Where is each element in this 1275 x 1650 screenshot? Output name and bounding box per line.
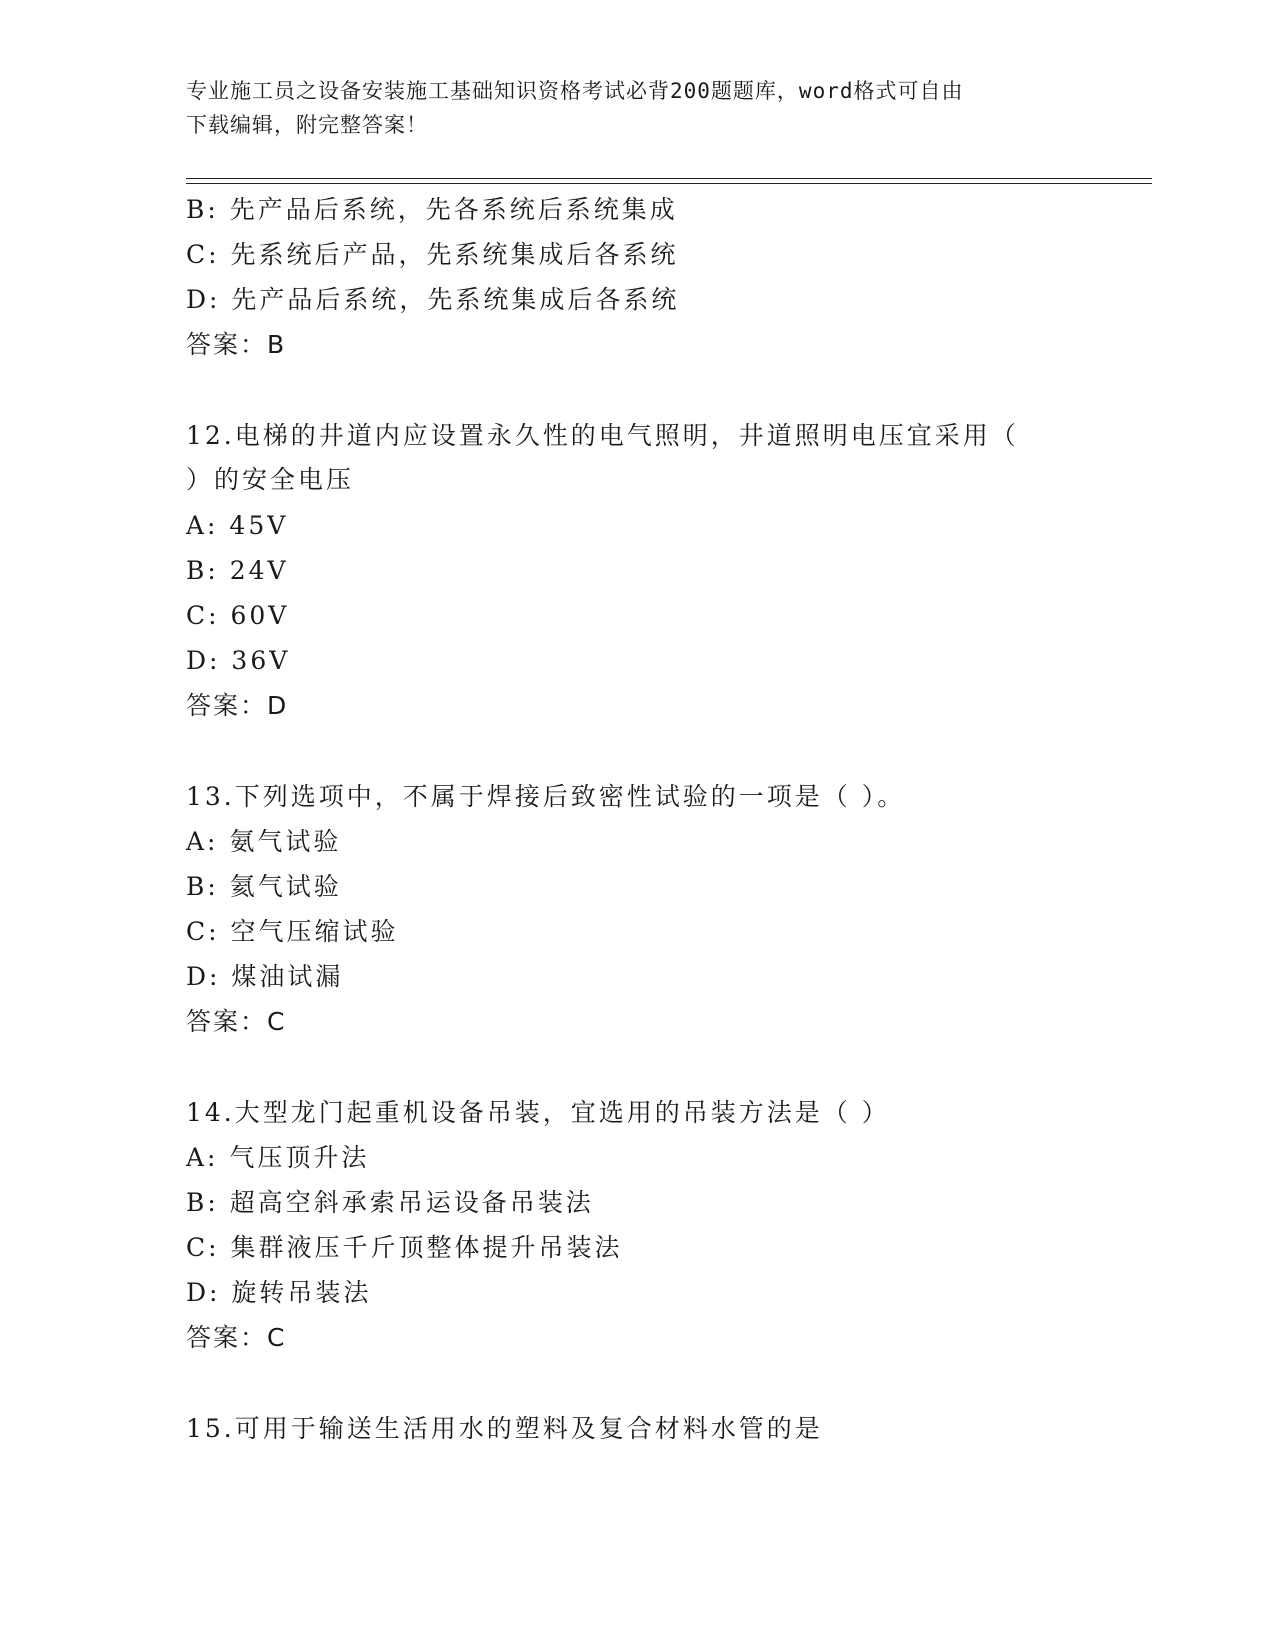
q14-option-d: D: 旋转吊装法 bbox=[186, 1278, 372, 1307]
q12-option-c: C: 60V bbox=[186, 601, 290, 630]
q14-option-a: A: 气压顶升法 bbox=[186, 1143, 370, 1172]
q12-stem-line-1: 12.电梯的井道内应设置永久性的电气照明，井道照明电压宜采用（ bbox=[186, 421, 1019, 450]
q13-option-b: B: 氦气试验 bbox=[186, 872, 342, 901]
q12-option-a: A: 45V bbox=[186, 511, 289, 540]
q13-stem: 13.下列选项中，不属于焊接后致密性试验的一项是（ ）。 bbox=[186, 782, 906, 811]
q14-option-c: C: 集群液压千斤顶整体提升吊装法 bbox=[186, 1233, 623, 1262]
q14-stem: 14.大型龙门起重机设备吊装，宜选用的吊装方法是（ ） bbox=[186, 1098, 890, 1127]
q13-option-c: C: 空气压缩试验 bbox=[186, 917, 399, 946]
q14-answer: 答案：C bbox=[186, 1323, 287, 1352]
document-header bbox=[186, 74, 1086, 142]
q11-option-d: D: 先产品后系统，先系统集成后各系统 bbox=[186, 285, 680, 314]
q12-answer: 答案：D bbox=[186, 691, 289, 720]
q11-answer: 答案：B bbox=[186, 330, 287, 359]
header-divider-top bbox=[186, 178, 1152, 179]
q12-option-d: D: 36V bbox=[186, 646, 291, 675]
q15-stem: 15.可用于输送生活用水的塑料及复合材料水管的是 bbox=[186, 1414, 823, 1443]
header-line-2: 下载编辑，附完整答案！ bbox=[186, 113, 428, 137]
q12-option-b: B: 24V bbox=[186, 556, 289, 585]
q13-answer: 答案：C bbox=[186, 1007, 287, 1036]
q11-option-c: C: 先系统后产品，先系统集成后各系统 bbox=[186, 240, 679, 269]
q14-option-b: B: 超高空斜承索吊运设备吊装法 bbox=[186, 1188, 594, 1217]
header-divider-bottom bbox=[186, 183, 1152, 184]
q13-option-a: A: 氨气试验 bbox=[186, 827, 342, 856]
header-line-1: 专业施工员之设备安装施工基础知识资格考试必背200题题库，word格式可自由 bbox=[186, 79, 964, 103]
q11-option-b: B: 先产品后系统，先各系统后系统集成 bbox=[186, 195, 678, 224]
q13-option-d: D: 煤油试漏 bbox=[186, 962, 344, 991]
q12-stem-line-2: ）的安全电压 bbox=[186, 465, 355, 494]
